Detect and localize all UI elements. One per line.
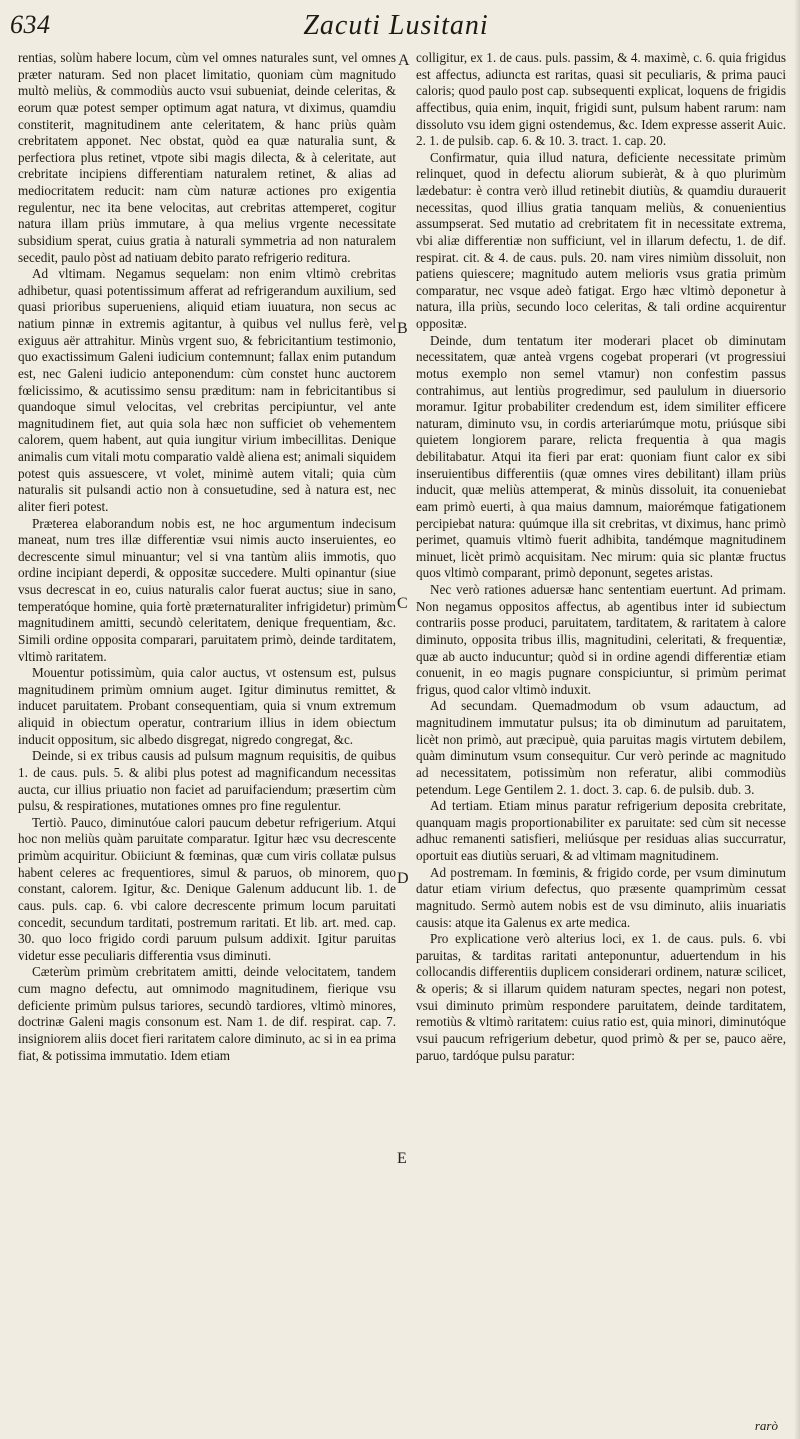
page-edge-shadow (794, 0, 800, 1439)
paragraph: Deinde, si ex tribus causis ad pulsum magnum requisitis, de quibus 1. de caus. puls. 5. & alibi plus potest ad magnificandum necessitas aucta, cur illius priuatio non faciet ad paruifaciendum; præsertim cùm pulsu, & respirationes, mutationes omnes pro fine regulentur. (18, 748, 396, 814)
paragraph: Nec verò rationes aduersæ hanc sententiam euertunt. Ad primam. Non negamus oppositos affectus, ab agentibus inter id subiectum contrariis posse produci, paruitatem, tarditatem, & raritatem à calore diminuto, opposita tribus illis, magnitudini, celeritati, & frequentiæ, quæ ab aucto inducuntur; quòd si in ordine agendi differentiæ etiam conuenit, in eo magis pugnare conspiciuntur, si primùm perimat frigus, quod calor vltimò induxit. (416, 582, 786, 697)
paragraph: Deinde, dum tentatum iter moderari placet ob diminutam necessitatem, quæ anteà vrgens cogebat properari (vt progressiui motus exemplo non semel vtamur) non confestim passus contrahimus, aut lentiùs progredimur, sed paululum in diuersorio moramur. Igitur probabiliter credendum est, idem similiter efficere naturam, diminuto vsu, in cordis arteriarúmque motu, priúsque sibi quietem longiorem parare, relicta frequentia à qua magis debilitabatur. Atqui ita fieri par erat: quoniam fiunt calor ex sibi inseruientibus differentiis (quæ omnes vires debilitant) illam priùs inducit, quæ meliùs attemperat, & minùs dissoluit, ita conueniebat eam primò euerti, à qua maius damnum, maiorémque fatigationem percipiebat natura: quúmque illa sit crebritas, vt diximus, hanc primò perimet, quamuis vltimò fuerit adhibita, tandémque magnitudinem minuet, licèt primò acquisitam. Nec mirum: quia sic plantæ fructus quos vltimò comparant, primò deponunt, segetes aristas. (416, 332, 786, 581)
left-column (18, 50, 396, 1422)
page-number: 634 (10, 10, 51, 39)
margin-letter-d: D (397, 870, 409, 887)
paragraph: Confirmatur, quia illud natura, deficiente necessitate primùm relinquet, quod in defectu aliorum subieràt, & à quo plurimùm lædebatur: è contra verò illud retinebit diutiùs, & quamdiu durauerit necessitas, quod illius gratia tanquam meliùs, & conuenientius assumpserat. Sed mutatio ad crebritatem fit in necessitate extrema, vbi aliæ differentiæ non sufficiunt, vel in illarum defectu, 1. de dif. respirat. cit. & 4. de caus. puls. 20. nam vires nimiùm dissoluit, non patiens quiescere; magnitudo autem melioris vsus gratia primùm comparatur, nec vsque adeò fatigat. Ergo hæc vltimò deponetur à natura, illa priùs, secundo loco celeritas, & tali ordine acquirentur oppositæ. (416, 149, 786, 331)
paragraph: Tertiò. Pauco, diminutóue calori paucum debetur refrigerium. Atqui hoc non meliùs quàm paruitate comparatur. Igitur hæc vsu decrescente primùm acquiritur. Obiiciunt & fœminas, quæ cum viris collatæ pulsus habent celeres ac frequentiores, simul & paruos, ob minorem, quo constant, calorem. Igitur, &c. Denique Galenum adducunt lib. 1. de caus. puls. cap. 6. vbi calore decrescente primum locum paruitati concedit, secundum tarditati, postremum raritati. Et lib. art. med. cap. 30. quo loco frigido cordi paruum pulsum addixit. Igitur paruitas videtur esse peculiaris differentia vsus diminuti. (18, 814, 396, 963)
paragraph: Ad postremam. In fœminis, & frigido corde, per vsum diminutum datur etiam virium defectus, quo præsente quamprimùm cessat magnitudo. Sermò autem nobis est de vsu diminuto, aliis inuariatis causis: atque ita Galenus ex arte medica. (416, 864, 786, 930)
paragraph: rentias, solùm habere locum, cùm vel omnes naturales sunt, vel omnes præter naturam. Sed non placet limitatio, quoniam cùm magnitudo multò meliùs, & commodiùs aucto vsui subueniat, deinde celeritas, & eorum quæ potest semper optimum agat natura, vt diximus, quamdiu constiterit, magnitudinem ante celeritatem, & hanc priùs quàm crebritatem apponet. Nec obstat, quòd ea quæ naturalia sunt, & perfectiora plus retinet, vtpote sibi magis dilecta, & à celeritate, aut crebritate incipiens differentiam naturalem retinet, & alias ad mediocritatem reducit: nam cùm naturæ actiones pro exigentia regulentur, nec ita bene velocitas, aut crebritas attemperet, cogitur natura illam priùs immutare, à qua melius vrgente necessitate subsidium sperat, cuius gratia à naturali symmetria ad non naturalem secedit, paulo pòst ad natiuam debito parato refrigerio reditura. (18, 50, 396, 265)
paragraph: Ad vltimam. Negamus sequelam: non enim vltimò crebritas adhibetur, quasi potentissimum afferat ad refrigerandum auxilium, sed quasi prioribus superueniens, aliquid etiam iuuatura, non secus ac natium pinnæ in extremis agitantur, à quibus vel nullus ferè, vel exiguus aër attrahitur. Minùs vrgent suo, & febricitantium testimonio, quo exactissimum Galeni iudicium contemnunt; fallax enim putandum est, nec Galeni iudicio anteponendum: cùm constet hunc auctorem fœlicissimo, & acutissimo sensu præditum: nam in febricitantibus si quandoque simul velocitas, vel crebritas percipiuntur, vel ante magnitudinem fiet, aut quia sola hæc non sufficiet ob vehementem calorem, quem habent, aut quia iungitur virium imbecillitas. Denique animalis cum vitali motu comparatio valdè aliena est; animali siquidem potest quis assuescere, vt volet, minimè autem vitali; quia cùm naturalis sit pulsandi actio non à consuetudine, sed à natura est, nec aliter fieri potest. (18, 266, 396, 514)
margin-letter-a: A (398, 52, 410, 69)
paragraph: Cæterùm primùm crebritatem amitti, deinde velocitatem, tandem cum magno defectu, aut omnimodo magnitudinem, fierique vsu deficiente primùm pulsus tariores, secundò tardiores, vltimò minores, doctrinæ Galeni magis consonum est. Nam 1. de dif. respirat. cap. 7. insigniorem aliis docet fieri raritatem calore diminuto, ac si in ea prima fiat, & potissima immutatio. Idem etiam (18, 964, 396, 1063)
paragraph: colligitur, ex 1. de caus. puls. passim, & 4. maximè, c. 6. quia frigidus est affectus, adiuncta est raritas, quasi sit peculiaris, & prima pauci caloris; quod paulo post cap. subsequenti explicat, loquens de frigidis affectibus, quia enim, inquit, frigidi sunt, pulsum habent rarum: nam dissoluto vsu idem gigni ostendemus, &c. Idem expresse asserit Auic. 2. 1. de pulsib. cap. 6. & 10. 3. tract. 1. cap. 20. (416, 50, 786, 149)
running-head: Zacuti Lusitani (303, 10, 489, 41)
paragraph: Pro explicatione verò alterius loci, ex 1. de caus. puls. 6. vbi paruitas, & tarditas raritati anteponuntur, aduertendum in his collocandis differentiis duplicem considerari ordinem, naturæ scilicet, & operis; & si illarum quidem naturam spectes, negari non potest, vsui diminuto primùm respondere paruitatem, deinde tarditatem, remotiùs & vltimò raritatem: cuius ratio est, quia minori, diminutóque vsui paucum refrigerium debetur, quod primò & per se, pauco aëre, paruo, tardóque pulsu paratur: (416, 931, 786, 1063)
margin-letter-e: E (397, 1150, 407, 1167)
paragraph: Præterea elaborandum nobis est, ne hoc argumentum indecisum maneat, num tres illæ differentiæ vsui nimis aucto inseruientes, eo decrescente simul minuantur; vel si vna tantùm aliis immotis, quo ordine incipiant deperdi, & oppositæ succedere. Multi opinantur (siue vsus decrescat in eo, cuius naturalis calor fuerat auctus; siue in sano, temperatóque homine, quia fortè præternaturaliter infrigidetur) primùm magnitudinem amitti, secundò celeritatem, denique frequentiam, &c. Simili ordine opposita comparari, paruitatem primò, deinde tarditatem, vltimò raritatem. (18, 515, 396, 664)
right-column (416, 50, 786, 1420)
page-header (10, 10, 782, 50)
paragraph: Mouentur potissimùm, quia calor auctus, vt ostensum est, pulsus magnitudinem primùm omnium auget. Igitur diminutus remittet, & inducet paruitatem. Probant consequentiam, quia si vnum extremum aliquid in obiectum operatur, contrarium illius in idem obiectum inducit oppositum, sic albedo disgregat, nigredo congregat, &c. (18, 665, 396, 747)
margin-letter-b: B (397, 320, 408, 337)
paragraph: Ad tertiam. Etiam minus paratur refrigerium deposita crebritate, quanquam magis proportionabiliter ex paruitate: sed cùm sit necesse adhuc remanenti satisfieri, meliúsque per residuas alias succurratur, oportuit eas diutiùs seruari, & ad vltimam magnitudinem. (416, 798, 786, 863)
paragraph: Ad secundam. Quemadmodum ob vsum adauctum, ad magnitudinem immutatur pulsus; ita ob diminutum ad paruitatem, licèt non primò, aut præcipuè, quia paruitas magis virtutem debilem, quàm diminutum vsum consequitur. Cur verò perinde ac magnitudo ad necessitatem, potissimùm non referatur, alibi commodiùs petendum. Lege Gentilem 2. 1. doct. 3. cap. 6. de pulsib. dub. 3. (416, 698, 786, 797)
margin-letter-c: C (397, 595, 408, 612)
catchword: rarò (754, 1418, 778, 1433)
